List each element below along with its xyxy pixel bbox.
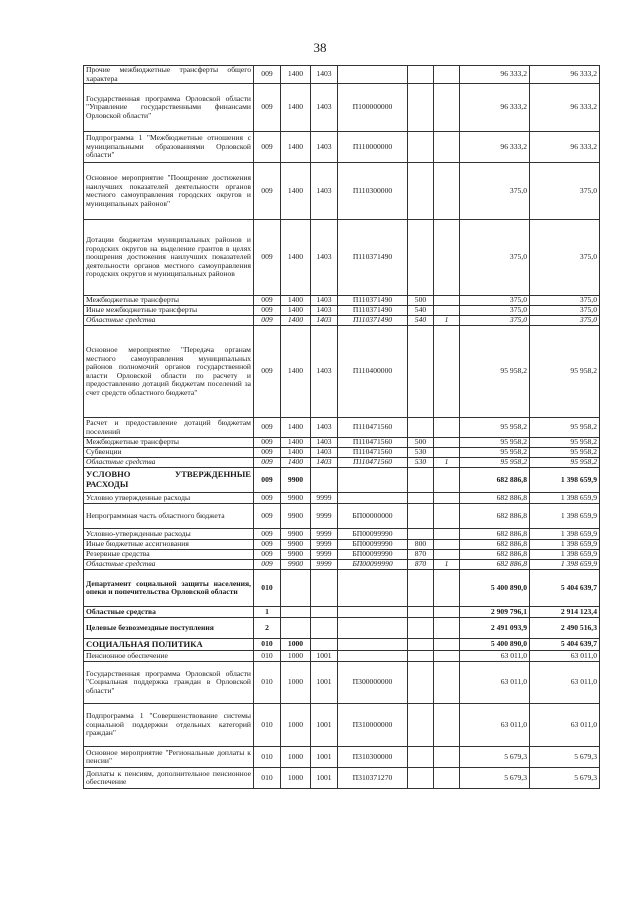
table-row bbox=[84, 84, 600, 132]
admin-code: 009 bbox=[254, 316, 281, 326]
amount-year-2: 1 398 659,9 bbox=[530, 468, 600, 493]
expense-type bbox=[408, 493, 434, 504]
amount-year-1: 2 491 093,9 bbox=[460, 618, 530, 639]
table-row bbox=[84, 316, 600, 326]
row-name: Основное мероприятие "Поощрение достижения наилучших показателей деятельности органов местного самоуправления городских округов и муниципальных районов" bbox=[84, 163, 254, 220]
target-article bbox=[338, 570, 408, 607]
expense-type bbox=[408, 662, 434, 704]
table-row bbox=[84, 704, 600, 747]
section-code: 1400 bbox=[281, 418, 311, 438]
amount-year-2: 96 333,2 bbox=[530, 84, 600, 132]
subsection-code: 1001 bbox=[311, 651, 338, 662]
table-row bbox=[84, 560, 600, 570]
admin-code: 009 bbox=[254, 529, 281, 540]
target-article: П100000000 bbox=[338, 84, 408, 132]
row-name: Межбюджетные трансферты bbox=[84, 438, 254, 448]
amount-year-1: 63 011,0 bbox=[460, 651, 530, 662]
table-row bbox=[84, 296, 600, 306]
row-name: СОЦИАЛЬНАЯ ПОЛИТИКА bbox=[84, 639, 254, 651]
section-code: 1000 bbox=[281, 747, 311, 768]
target-article: П300000000 bbox=[338, 662, 408, 704]
admin-code: 009 bbox=[254, 550, 281, 560]
row-name: Дотации бюджетам муниципальных районов и городских округов на выделение грантов в целях поощрения достижения наилучших показателей деятельности органов местного самоуправления городских округов и муниципальных районов bbox=[84, 220, 254, 296]
amount-year-2: 375,0 bbox=[530, 316, 600, 326]
expense-type bbox=[408, 220, 434, 296]
funding-source bbox=[434, 651, 460, 662]
target-article bbox=[338, 493, 408, 504]
expense-type bbox=[408, 607, 434, 618]
target-article bbox=[338, 639, 408, 651]
funding-source bbox=[434, 296, 460, 306]
admin-code: 009 bbox=[254, 132, 281, 163]
subsection-code: 1403 bbox=[311, 84, 338, 132]
amount-year-2: 95 958,2 bbox=[530, 418, 600, 438]
funding-source: 1 bbox=[434, 560, 460, 570]
row-name: Областные средства bbox=[84, 316, 254, 326]
admin-code: 009 bbox=[254, 418, 281, 438]
row-name: Подпрограмма 1 "Межбюджетные отношения с муниципальными образованиями Орловской области" bbox=[84, 132, 254, 163]
target-article: П110400000 bbox=[338, 326, 408, 418]
admin-code: 009 bbox=[254, 493, 281, 504]
amount-year-2: 1 398 659,9 bbox=[530, 529, 600, 540]
section-code: 9900 bbox=[281, 540, 311, 550]
section-code: 1400 bbox=[281, 220, 311, 296]
admin-code: 009 bbox=[254, 458, 281, 468]
subsection-code: 1403 bbox=[311, 438, 338, 448]
section-code: 1400 bbox=[281, 448, 311, 458]
expense-type: 870 bbox=[408, 550, 434, 560]
section-code: 9900 bbox=[281, 468, 311, 493]
target-article: П110371490 bbox=[338, 306, 408, 316]
expense-type bbox=[408, 84, 434, 132]
row-name: Областные средства bbox=[84, 458, 254, 468]
amount-year-2: 63 011,0 bbox=[530, 662, 600, 704]
subsection-code bbox=[311, 618, 338, 639]
expense-type bbox=[408, 418, 434, 438]
admin-code: 009 bbox=[254, 448, 281, 458]
budget-table bbox=[83, 65, 600, 789]
table-row bbox=[84, 418, 600, 438]
funding-source bbox=[434, 493, 460, 504]
amount-year-1: 682 886,8 bbox=[460, 529, 530, 540]
amount-year-1: 5 679,3 bbox=[460, 747, 530, 768]
target-article: П110371490 bbox=[338, 316, 408, 326]
amount-year-1: 95 958,2 bbox=[460, 438, 530, 448]
expense-type bbox=[408, 570, 434, 607]
admin-code: 010 bbox=[254, 639, 281, 651]
amount-year-2: 5 679,3 bbox=[530, 768, 600, 789]
table-row bbox=[84, 662, 600, 704]
table-row bbox=[84, 306, 600, 316]
admin-code: 2 bbox=[254, 618, 281, 639]
section-code: 1400 bbox=[281, 326, 311, 418]
section-code: 1000 bbox=[281, 704, 311, 747]
target-article bbox=[338, 66, 408, 84]
expense-type bbox=[408, 639, 434, 651]
amount-year-1: 96 333,2 bbox=[460, 66, 530, 84]
funding-source bbox=[434, 662, 460, 704]
subsection-code: 1403 bbox=[311, 418, 338, 438]
expense-type bbox=[408, 529, 434, 540]
subsection-code: 1403 bbox=[311, 326, 338, 418]
funding-source bbox=[434, 418, 460, 438]
section-code: 1400 bbox=[281, 66, 311, 84]
section-code: 9900 bbox=[281, 550, 311, 560]
row-name: Основное мероприятие "Региональные доплаты к пенсии" bbox=[84, 747, 254, 768]
table-row bbox=[84, 618, 600, 639]
admin-code: 009 bbox=[254, 560, 281, 570]
subsection-code: 1001 bbox=[311, 768, 338, 789]
row-name: Государственная программа Орловской области "Социальная поддержка граждан в Орловской области" bbox=[84, 662, 254, 704]
section-code: 9900 bbox=[281, 560, 311, 570]
subsection-code: 1403 bbox=[311, 296, 338, 306]
table-row bbox=[84, 504, 600, 529]
amount-year-1: 63 011,0 bbox=[460, 704, 530, 747]
funding-source bbox=[434, 704, 460, 747]
target-article: П110000000 bbox=[338, 132, 408, 163]
section-code: 1400 bbox=[281, 316, 311, 326]
subsection-code bbox=[311, 607, 338, 618]
subsection-code: 9999 bbox=[311, 560, 338, 570]
funding-source bbox=[434, 747, 460, 768]
subsection-code: 9999 bbox=[311, 529, 338, 540]
amount-year-1: 5 679,3 bbox=[460, 768, 530, 789]
expense-type bbox=[408, 618, 434, 639]
admin-code: 009 bbox=[254, 468, 281, 493]
section-code bbox=[281, 607, 311, 618]
table-row bbox=[84, 540, 600, 550]
section-code: 1000 bbox=[281, 662, 311, 704]
section-code: 1400 bbox=[281, 306, 311, 316]
section-code: 9900 bbox=[281, 493, 311, 504]
row-name: Иные межбюджетные трансферты bbox=[84, 306, 254, 316]
section-code: 1000 bbox=[281, 651, 311, 662]
table-row bbox=[84, 220, 600, 296]
table-row bbox=[84, 66, 600, 84]
row-name: Условно-утвержденные расходы bbox=[84, 529, 254, 540]
table-row bbox=[84, 529, 600, 540]
target-article: П310000000 bbox=[338, 704, 408, 747]
funding-source bbox=[434, 550, 460, 560]
admin-code: 1 bbox=[254, 607, 281, 618]
subsection-code bbox=[311, 468, 338, 493]
funding-source bbox=[434, 768, 460, 789]
expense-type bbox=[408, 326, 434, 418]
row-name: Субвенции bbox=[84, 448, 254, 458]
table-row bbox=[84, 448, 600, 458]
row-name: Иные бюджетные ассигнования bbox=[84, 540, 254, 550]
target-article: П110371490 bbox=[338, 220, 408, 296]
row-name: Пенсионное обеспечение bbox=[84, 651, 254, 662]
row-name: УСЛОВНО УТВЕРЖДЕННЫЕ РАСХОДЫ bbox=[84, 468, 254, 493]
amount-year-2: 1 398 659,9 bbox=[530, 493, 600, 504]
amount-year-2: 5 404 639,7 bbox=[530, 570, 600, 607]
expense-type bbox=[408, 504, 434, 529]
subsection-code: 1403 bbox=[311, 458, 338, 468]
expense-type bbox=[408, 704, 434, 747]
amount-year-1: 375,0 bbox=[460, 316, 530, 326]
table-row bbox=[84, 550, 600, 560]
amount-year-2: 375,0 bbox=[530, 220, 600, 296]
table-row bbox=[84, 651, 600, 662]
target-article: БП00099990 bbox=[338, 550, 408, 560]
section-code: 9900 bbox=[281, 504, 311, 529]
section-code: 1000 bbox=[281, 768, 311, 789]
target-article: П310371270 bbox=[338, 768, 408, 789]
admin-code: 010 bbox=[254, 704, 281, 747]
subsection-code: 1001 bbox=[311, 704, 338, 747]
row-name: Подпрограмма 1 "Совершенствование системы социальной поддержки отдельных категорий граждан" bbox=[84, 704, 254, 747]
section-code: 1400 bbox=[281, 84, 311, 132]
subsection-code bbox=[311, 570, 338, 607]
amount-year-1: 96 333,2 bbox=[460, 84, 530, 132]
section-code: 1000 bbox=[281, 639, 311, 651]
admin-code: 010 bbox=[254, 662, 281, 704]
amount-year-1: 95 958,2 bbox=[460, 418, 530, 438]
target-article bbox=[338, 468, 408, 493]
table-row bbox=[84, 607, 600, 618]
page-number: 38 bbox=[313, 40, 327, 55]
amount-year-2: 96 333,2 bbox=[530, 66, 600, 84]
subsection-code: 9999 bbox=[311, 550, 338, 560]
table-row bbox=[84, 747, 600, 768]
admin-code: 009 bbox=[254, 163, 281, 220]
row-name: Условно утвержденные расходы bbox=[84, 493, 254, 504]
subsection-code: 1403 bbox=[311, 220, 338, 296]
admin-code: 009 bbox=[254, 306, 281, 316]
admin-code: 010 bbox=[254, 768, 281, 789]
subsection-code: 1001 bbox=[311, 662, 338, 704]
amount-year-2: 95 958,2 bbox=[530, 438, 600, 448]
target-article bbox=[338, 618, 408, 639]
amount-year-2: 2 490 516,3 bbox=[530, 618, 600, 639]
table-row bbox=[84, 326, 600, 418]
target-article bbox=[338, 607, 408, 618]
amount-year-1: 682 886,8 bbox=[460, 493, 530, 504]
amount-year-2: 5 404 639,7 bbox=[530, 639, 600, 651]
funding-source bbox=[434, 84, 460, 132]
target-article: П110471560 bbox=[338, 418, 408, 438]
subsection-code bbox=[311, 639, 338, 651]
funding-source bbox=[434, 448, 460, 458]
funding-source bbox=[434, 570, 460, 607]
subsection-code: 1403 bbox=[311, 448, 338, 458]
row-name: Межбюджетные трансферты bbox=[84, 296, 254, 306]
amount-year-1: 96 333,2 bbox=[460, 132, 530, 163]
target-article: П110471560 bbox=[338, 438, 408, 448]
table-row bbox=[84, 458, 600, 468]
section-code: 1400 bbox=[281, 132, 311, 163]
table-row bbox=[84, 493, 600, 504]
target-article: БП00099990 bbox=[338, 560, 408, 570]
subsection-code: 9999 bbox=[311, 493, 338, 504]
target-article bbox=[338, 651, 408, 662]
amount-year-1: 95 958,2 bbox=[460, 326, 530, 418]
target-article: БП00099990 bbox=[338, 540, 408, 550]
admin-code: 010 bbox=[254, 747, 281, 768]
amount-year-1: 375,0 bbox=[460, 306, 530, 316]
amount-year-2: 2 914 123,4 bbox=[530, 607, 600, 618]
amount-year-1: 95 958,2 bbox=[460, 458, 530, 468]
section-code: 9900 bbox=[281, 529, 311, 540]
funding-source bbox=[434, 66, 460, 84]
admin-code: 009 bbox=[254, 438, 281, 448]
target-article: БП00000000 bbox=[338, 504, 408, 529]
row-name: Расчет и предоставление дотаций бюджетам поселений bbox=[84, 418, 254, 438]
expense-type bbox=[408, 768, 434, 789]
amount-year-1: 682 886,8 bbox=[460, 550, 530, 560]
amount-year-2: 1 398 659,9 bbox=[530, 550, 600, 560]
subsection-code: 1403 bbox=[311, 66, 338, 84]
amount-year-1: 375,0 bbox=[460, 220, 530, 296]
subsection-code: 1403 bbox=[311, 316, 338, 326]
subsection-code: 1001 bbox=[311, 747, 338, 768]
row-name: Прочие межбюджетные трансферты общего характера bbox=[84, 66, 254, 84]
row-name: Департамент социальной защиты населения, опеки и попечительства Орловской области bbox=[84, 570, 254, 607]
amount-year-2: 1 398 659,9 bbox=[530, 504, 600, 529]
expense-type bbox=[408, 132, 434, 163]
amount-year-2: 1 398 659,9 bbox=[530, 560, 600, 570]
target-article: П110471560 bbox=[338, 448, 408, 458]
amount-year-1: 375,0 bbox=[460, 296, 530, 306]
expense-type: 800 bbox=[408, 540, 434, 550]
amount-year-1: 2 909 796,1 bbox=[460, 607, 530, 618]
expense-type bbox=[408, 66, 434, 84]
subsection-code: 9999 bbox=[311, 504, 338, 529]
expense-type bbox=[408, 163, 434, 220]
expense-type: 530 bbox=[408, 448, 434, 458]
expense-type bbox=[408, 747, 434, 768]
subsection-code: 1403 bbox=[311, 163, 338, 220]
amount-year-2: 375,0 bbox=[530, 163, 600, 220]
funding-source bbox=[434, 468, 460, 493]
expense-type: 540 bbox=[408, 306, 434, 316]
funding-source: 1 bbox=[434, 316, 460, 326]
funding-source bbox=[434, 220, 460, 296]
admin-code: 009 bbox=[254, 66, 281, 84]
amount-year-1: 5 400 890,0 bbox=[460, 570, 530, 607]
expense-type: 540 bbox=[408, 316, 434, 326]
admin-code: 010 bbox=[254, 570, 281, 607]
amount-year-2: 375,0 bbox=[530, 306, 600, 316]
amount-year-2: 95 958,2 bbox=[530, 448, 600, 458]
amount-year-2: 63 011,0 bbox=[530, 704, 600, 747]
section-code: 1400 bbox=[281, 438, 311, 448]
row-name: Доплаты к пенсиям, дополнительное пенсионное обеспечение bbox=[84, 768, 254, 789]
funding-source bbox=[434, 163, 460, 220]
amount-year-1: 682 886,8 bbox=[460, 468, 530, 493]
admin-code: 009 bbox=[254, 504, 281, 529]
funding-source bbox=[434, 607, 460, 618]
funding-source bbox=[434, 306, 460, 316]
admin-code: 009 bbox=[254, 220, 281, 296]
section-code: 1400 bbox=[281, 163, 311, 220]
table-row bbox=[84, 438, 600, 448]
subsection-code: 9999 bbox=[311, 540, 338, 550]
amount-year-1: 375,0 bbox=[460, 163, 530, 220]
amount-year-2: 96 333,2 bbox=[530, 132, 600, 163]
section-code bbox=[281, 618, 311, 639]
expense-type: 870 bbox=[408, 560, 434, 570]
amount-year-2: 63 011,0 bbox=[530, 651, 600, 662]
subsection-code: 1403 bbox=[311, 132, 338, 163]
funding-source: 1 bbox=[434, 458, 460, 468]
admin-code: 010 bbox=[254, 651, 281, 662]
amount-year-2: 5 679,3 bbox=[530, 747, 600, 768]
admin-code: 009 bbox=[254, 540, 281, 550]
admin-code: 009 bbox=[254, 326, 281, 418]
amount-year-1: 5 400 890,0 bbox=[460, 639, 530, 651]
target-article: П110471560 bbox=[338, 458, 408, 468]
table-row bbox=[84, 639, 600, 651]
funding-source bbox=[434, 540, 460, 550]
amount-year-2: 95 958,2 bbox=[530, 458, 600, 468]
row-name: Государственная программа Орловской области "Управление государственными финансами Орловской области" bbox=[84, 84, 254, 132]
row-name: Областные средства bbox=[84, 560, 254, 570]
amount-year-1: 682 886,8 bbox=[460, 540, 530, 550]
expense-type bbox=[408, 468, 434, 493]
funding-source bbox=[434, 529, 460, 540]
funding-source bbox=[434, 132, 460, 163]
row-name: Основное мероприятие "Передача органам местного самоуправления муниципальных районов полномочий органов государственной власти Орловской области по расчету и предоставлению дотаций бюджетам поселений за счет средств областного бюджета" bbox=[84, 326, 254, 418]
subsection-code: 1403 bbox=[311, 306, 338, 316]
funding-source bbox=[434, 618, 460, 639]
funding-source bbox=[434, 326, 460, 418]
expense-type: 500 bbox=[408, 296, 434, 306]
section-code: 1400 bbox=[281, 296, 311, 306]
section-code bbox=[281, 570, 311, 607]
section-code: 1400 bbox=[281, 458, 311, 468]
expense-type bbox=[408, 651, 434, 662]
amount-year-1: 682 886,8 bbox=[460, 560, 530, 570]
target-article: П110300000 bbox=[338, 163, 408, 220]
amount-year-2: 1 398 659,9 bbox=[530, 540, 600, 550]
row-name: Резервные средства bbox=[84, 550, 254, 560]
row-name: Областные средства bbox=[84, 607, 254, 618]
amount-year-2: 95 958,2 bbox=[530, 326, 600, 418]
table-row bbox=[84, 132, 600, 163]
funding-source bbox=[434, 504, 460, 529]
amount-year-1: 95 958,2 bbox=[460, 448, 530, 458]
expense-type: 500 bbox=[408, 438, 434, 448]
table-row bbox=[84, 468, 600, 493]
funding-source bbox=[434, 639, 460, 651]
table-row bbox=[84, 570, 600, 607]
amount-year-1: 682 886,8 bbox=[460, 504, 530, 529]
target-article: П310300000 bbox=[338, 747, 408, 768]
amount-year-2: 375,0 bbox=[530, 296, 600, 306]
expense-type: 530 bbox=[408, 458, 434, 468]
table-row bbox=[84, 768, 600, 789]
row-name: Целевые безвозмездные поступления bbox=[84, 618, 254, 639]
row-name: Непрограммная часть областного бюджета bbox=[84, 504, 254, 529]
admin-code: 009 bbox=[254, 296, 281, 306]
amount-year-1: 63 011,0 bbox=[460, 662, 530, 704]
table-row bbox=[84, 163, 600, 220]
admin-code: 009 bbox=[254, 84, 281, 132]
funding-source bbox=[434, 438, 460, 448]
target-article: БП00099990 bbox=[338, 529, 408, 540]
target-article: П110371490 bbox=[338, 296, 408, 306]
